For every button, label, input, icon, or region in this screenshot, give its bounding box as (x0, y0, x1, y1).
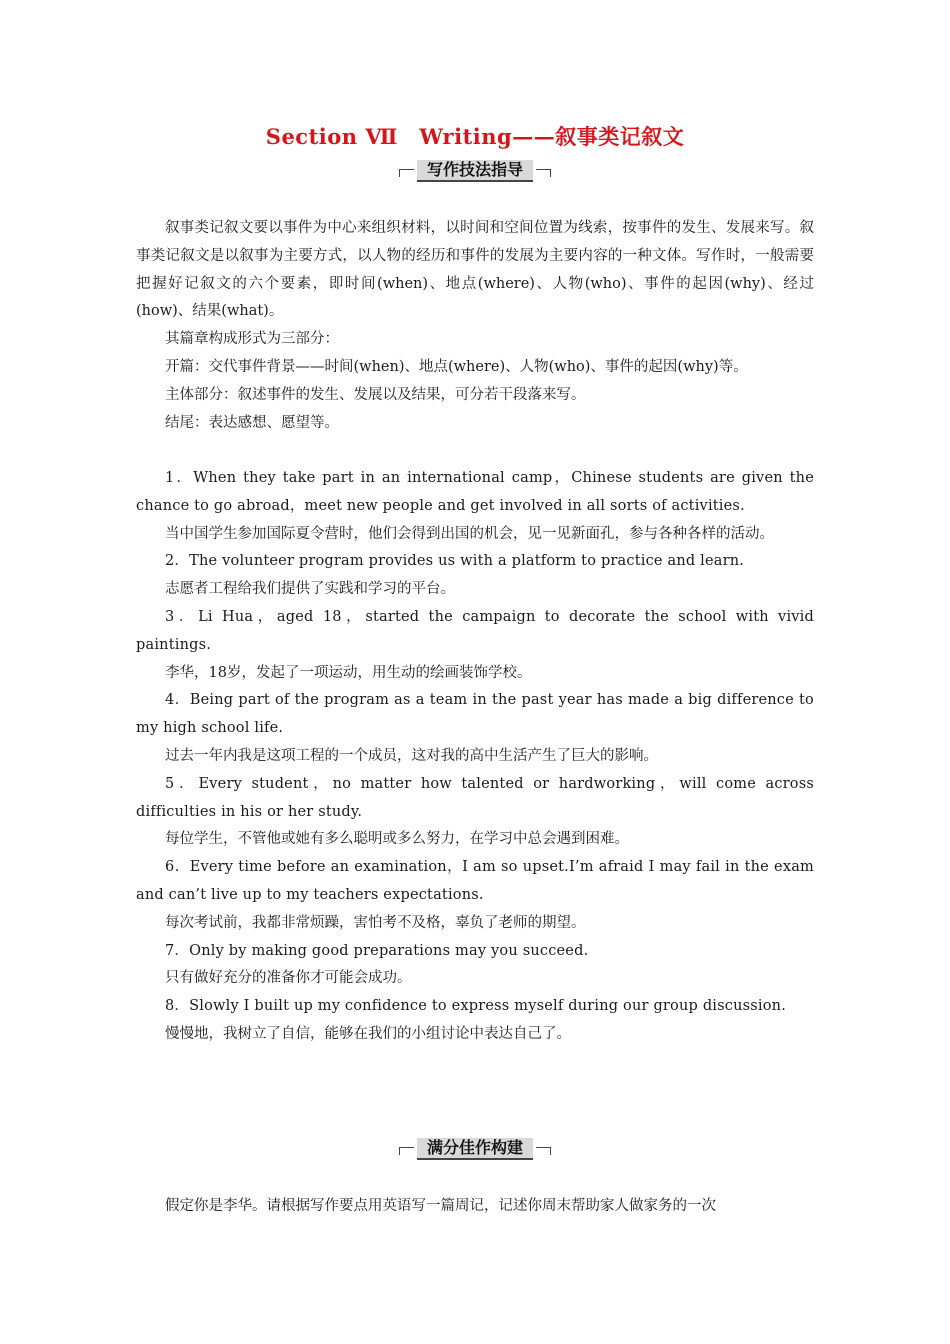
sentence-en-3: 3．Li Hua，aged 18，started the campaign to decorate the school with vivid paintings. (136, 608, 814, 653)
sentence-zh-1: 当中国学生参加国际夏令营时，他们会得到出国的机会，见一见新面孔，参与各种各样的活动。 (165, 525, 774, 542)
banner-label: 满分佳作构建 (417, 1138, 533, 1160)
intro-opening: 开篇：交代事件背景——时间(when)、地点(where)、人物(who)、事件的起因(why)等。 (165, 358, 748, 375)
banner-label: 写作技法指导 (417, 160, 533, 182)
sentence-zh-5: 每位学生，不管他或她有多么聪明或多么努力，在学习中总会遇到困难。 (165, 831, 629, 848)
sentence-zh-6: 每次考试前，我都非常烦躁，害怕考不及格，辜负了老师的期望。 (165, 914, 586, 931)
sentence-en-5: 5．Every student，no matter how talented or hardworking，will come across difficulties in his or her study. (136, 775, 814, 820)
intro-section (136, 215, 814, 437)
sentence-en-4: 4．Being part of the program as a team in the past year has made a big difference to my high school life. (136, 692, 814, 737)
intro-structure-heading: 其篇章构成形式为三部分： (165, 331, 339, 348)
sentence-zh-4: 过去一年内我是这项工程的一个成员，这对我的高中生活产生了巨大的影响。 (165, 747, 658, 764)
intro-paragraph: 叙事类记叙文要以事件为中心来组织材料，以时间和空间位置为线索，按事件的发生、发展来写。叙事类记叙文是以叙事为主要方式，以人物的经历和事件的发展为主要内容的一种文体。写作时，一般需要把握好记叙文的六个要素，即时间(when)、地点(where)、人物(who)、事件的起因(why)、经过(how)、结果(what)。 (136, 220, 814, 320)
sentence-en-1: 1．When they take part in an international camp，Chinese students are given the chance to go abroad，meet new people and get involved in all sorts of activities. (136, 470, 814, 514)
page-title: Section Ⅶ Writing——叙事类记叙文 (265, 124, 685, 149)
sentence-en-2: 2．The volunteer program provides us with a platform to practice and learn. (165, 553, 745, 570)
sentence-zh-3: 李华，18岁，发起了一项运动，用生动的绘画装饰学校。 (165, 664, 532, 681)
sentence-list (136, 465, 814, 1049)
intro-ending: 结尾：表达感想、愿望等。 (165, 414, 339, 431)
section-banner-writing-tips (136, 160, 814, 184)
task-section (136, 1193, 814, 1221)
section-banner-model-essay (136, 1138, 814, 1162)
sentence-zh-7: 只有做好充分的准备你才可能会成功。 (165, 970, 412, 987)
task-prompt: 假定你是李华。请根据写作要点用英语写一篇周记，记述你周末帮助家人做家务的一次 (165, 1198, 716, 1214)
sentence-en-6: 6．Every time before an examination，I am so upset.I’m afraid I may fail in the exam and can’t live up to my teachers expectations. (136, 859, 814, 903)
sentence-en-8: 8．Slowly I built up my confidence to express myself during our group discussion. (165, 998, 787, 1015)
sentence-zh-8: 慢慢地，我树立了自信，能够在我们的小组讨论中表达自己了。 (165, 1025, 571, 1042)
sentence-zh-2: 志愿者工程给我们提供了实践和学习的平台。 (165, 581, 455, 598)
intro-body: 主体部分：叙述事件的发生、发展以及结果，可分若干段落来写。 (165, 386, 586, 403)
sentence-en-7: 7．Only by making good preparations may you succeed. (165, 942, 589, 959)
